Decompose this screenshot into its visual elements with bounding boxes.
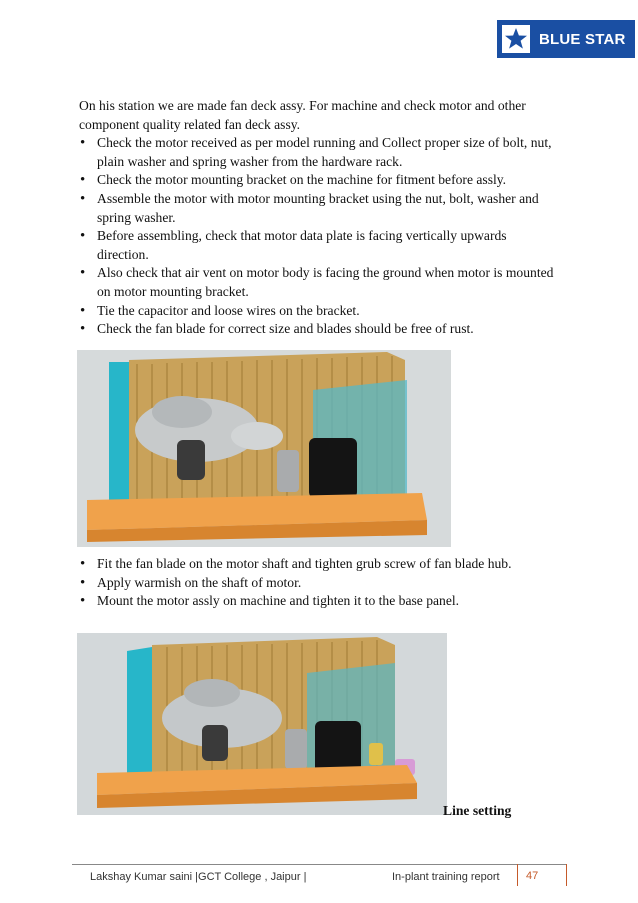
list-item: • Also check that air vent on motor body is facing the ground when motor is mounted on motor mounting bracket. xyxy=(79,264,559,301)
footer-divider xyxy=(72,864,566,865)
footer-author: Lakshay Kumar saini |GCT College , Jaipur | xyxy=(90,871,307,883)
page-number: 47 xyxy=(526,870,539,882)
fan-deck-image-1 xyxy=(77,350,451,547)
list-item: • Check the motor mounting bracket on the machine for fitment before assly. xyxy=(79,171,559,190)
list-item: • Apply warmish on the shaft of motor. xyxy=(79,574,559,593)
list-item: • Assemble the motor with motor mounting bracket using the nut, bolt, washer and spring washer. xyxy=(79,190,559,227)
fan-deck-image-2 xyxy=(77,633,447,815)
intro-paragraph: On his station we are made fan deck assy. For machine and check motor and other component quality related fan deck assy. xyxy=(79,98,526,132)
footer-report-title: In-plant training report xyxy=(392,871,500,883)
list-item: • Tie the capacitor and loose wires on the bracket. xyxy=(79,302,559,321)
page-number-box xyxy=(517,864,567,886)
logo-text: BLUE STAR xyxy=(539,30,626,48)
body-content xyxy=(79,97,559,339)
body-content-2 xyxy=(79,555,559,611)
steps-list-1 xyxy=(79,134,559,339)
list-item: • Check the fan blade for correct size and blades should be free of rust. xyxy=(79,320,559,339)
figure-caption: Line setting xyxy=(443,803,512,818)
star-logo-icon xyxy=(502,25,530,53)
list-item: • Check the motor received as per model running and Collect proper size of bolt, nut, plain washer and spring washer from the hardware rack. xyxy=(79,134,559,171)
list-item: • Fit the fan blade on the motor shaft and tighten grub screw of fan blade hub. xyxy=(79,555,559,574)
steps-list-2 xyxy=(79,555,559,611)
brand-logo xyxy=(497,20,635,58)
list-item: • Before assembling, check that motor data plate is facing vertically upwards direction. xyxy=(79,227,559,264)
list-item: • Mount the motor assly on machine and tighten it to the base panel. xyxy=(79,592,559,611)
